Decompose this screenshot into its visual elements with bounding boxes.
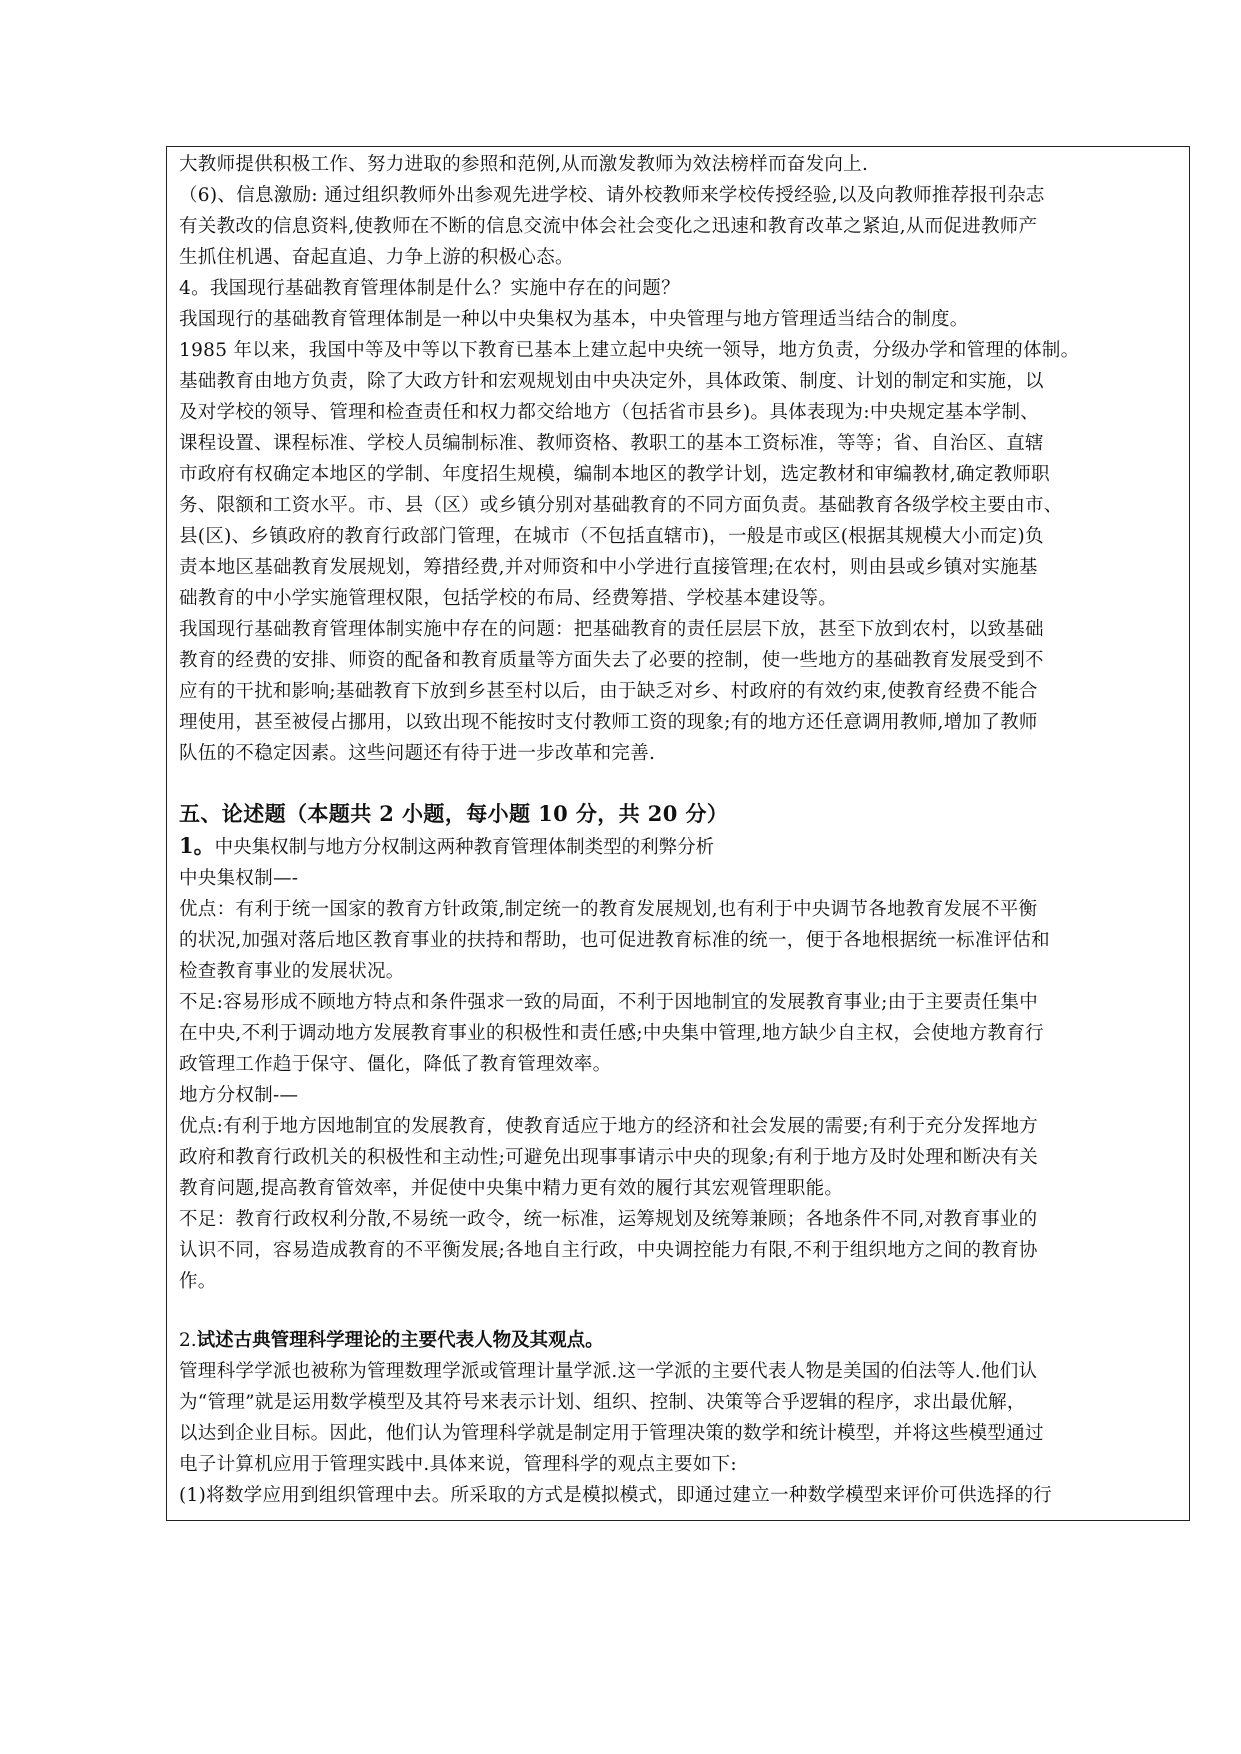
- question-2-heading: [179, 1325, 1179, 1356]
- text-line: 我国现行的基础教育管理体制是一种以中央集权为基本，中央管理与地方管理适当结合的制度。: [179, 309, 969, 330]
- text-line: 我国现行基础教育管理体制实施中存在的问题：把基础教育的责任层层下放，甚至下放到农村，以致基础: [179, 619, 1044, 640]
- text-line: 以达到企业目标。因此，他们认为管理科学就是制定用于管理决策的数学和统计模型，并将这些模型通过: [179, 1423, 1044, 1444]
- text-line: 1985 年以来，我国中等及中等以下教育已基本上建立起中央统一领导，地方负责，分级办学和管理的体制。: [179, 340, 1080, 361]
- text-line: 优点:有利于地方因地制宜的发展教育，使教育适应于地方的经济和社会发展的需要;有利于充分发挥地方: [179, 1116, 1039, 1137]
- text-line: 应有的干扰和影响;基础教育下放到乡甚至村以后，由于缺乏对乡、村政府的有效约束,使教育经费不能合: [179, 681, 1038, 702]
- text-line: 检查教育事业的发展状况。: [179, 961, 405, 982]
- text-line: 管理科学学派也被称为管理数理学派或管理计量学派.这一学派的主要代表人物是美国的伯法等人.他们认: [179, 1361, 1038, 1382]
- text-line: 为“管理”就是运用数学模型及其符号来表示计划、组织、控制、决策等合乎逻辑的程序，求出最优解，: [179, 1392, 1026, 1413]
- text-line: 地方分权制-—: [179, 1085, 299, 1106]
- text-line: 理使用，甚至被侵占挪用，以致出现不能按时支付教师工资的现象;有的地方还任意调用教师,增加了教师: [179, 712, 1038, 733]
- text-line: 的状况,加强对落后地区教育事业的扶持和帮助，也可促进教育标准的统一，便于各地根据统一标准评估和: [179, 930, 1050, 951]
- spacer: [179, 769, 1179, 797]
- text-line: （6)、信息激励: 通过组织教师外出参观先进学校、请外校教师来学校传授经验,以及向教师推荐报刊杂志: [179, 185, 1045, 206]
- text-line: 不足：教育行政权利分散,不易统一政令，统一标准，运筹规划及统筹兼顾；各地条件不同,对教育事业的: [179, 1209, 1038, 1230]
- question-1-heading: [179, 830, 1179, 863]
- text-line: 大教师提供积极工作、努力进取的参照和范例,从而激发教师为效法榜样而奋发向上.: [179, 154, 869, 175]
- text-line: 认识不同，容易造成教育的不平衡发展;各地自主行政，中央调控能力有限,不利于组织地方之间的教育协: [179, 1240, 1038, 1261]
- text-line: (1)将数学应用到组织管理中去。所采取的方式是模拟模式，即通过建立一种数学模型来评价可供选择的行: [179, 1485, 1053, 1506]
- text-line: 在中央,不利于调动地方发展教育事业的积极性和责任感;中央集中管理,地方缺少自主权，会使地方教育行: [179, 1023, 1044, 1044]
- spacer: [179, 1297, 1179, 1325]
- question-title: 中央集权制与地方分权制这两种教育管理体制类型的利弊分析: [214, 837, 715, 858]
- question-number: 2.: [179, 1330, 197, 1351]
- text-line: 政管理工作趋于保守、僵化，降低了教育管理效率。: [179, 1054, 612, 1075]
- text-line: 责本地区基础教育发展规划，筹措经费,并对师资和中小学进行直接管理;在农村，则由县或乡镇对实施基: [179, 557, 1038, 578]
- text-line: 教育的经费的安排、师资的配备和教育质量等方面失去了必要的控制，使一些地方的基础教育发展受到不: [179, 650, 1044, 671]
- question-title: 试述古典管理科学理论的主要代表人物及其观点。: [196, 1330, 604, 1351]
- text-line: 县(区)、乡镇政府的教育行政部门管理，在城市（不包括直辖市)，一般是市或区(根据其规模大小而定)负: [179, 526, 1044, 547]
- text-line: 队伍的不稳定因素。这些问题还有待于进一步改革和完善.: [179, 743, 656, 764]
- text-line: 中央集权制—-: [179, 868, 299, 889]
- section-heading: 五、论述题（本题共 2 小题，每小题 10 分，共 20 分）: [179, 801, 729, 826]
- text-line: 不足:容易形成不顾地方特点和条件强求一致的局面，不利于因地制宜的发展教育事业;由于主要责任集中: [179, 992, 1039, 1013]
- text-line: 务、限额和工资水平。市、县（区）或乡镇分别对基础教育的不同方面负责。基础教育各级学校主要由市、: [179, 495, 1063, 516]
- text-line: 政府和教育行政机关的积极性和主动性;可避免出现事事请示中央的现象;有利于地方及时处理和断决有关: [179, 1147, 1039, 1168]
- text-line: 市政府有权确定本地区的学制、年度招生规模，编制本地区的教学计划，选定教材和审编教材,确定教师职: [179, 464, 1050, 485]
- text-line: 基础教育由地方负责，除了大政方针和宏观规划由中央决定外，具体政策、制度、计划的制定和实施，以: [179, 371, 1044, 392]
- text-line: 有关教改的信息资料,使教师在不断的信息交流中体会社会变化之迅速和教育改革之紧迫,从而促进教师产: [179, 216, 1038, 237]
- text-line: 教育问题,提高教育管效率，并促使中央集中精力更有效的履行其宏观管理职能。: [179, 1178, 844, 1199]
- text-line: 作。: [179, 1271, 217, 1292]
- text-line: 课程设置、课程标准、学校人员编制标准、教师资格、教职工的基本工资标准，等等；省、自治区、直辖: [179, 433, 1044, 454]
- text-line: 电子计算机应用于管理实践中.具体来说，管理科学的观点主要如下:: [179, 1454, 737, 1475]
- document-frame: [166, 146, 1190, 1521]
- text-line: 及对学校的领导、管理和检查责任和权力都交给地方（包括省市县乡)。具体表现为:中央规定基本学制、: [179, 402, 1040, 423]
- question-heading: 4。我国现行基础教育管理体制是什么？实施中存在的问题？: [179, 278, 680, 299]
- text-line: 优点：有利于统一国家的教育方针政策,制定统一的教育发展规划,也有利于中央调节各地教育发展不平衡: [179, 899, 1038, 920]
- question-number: 1。: [179, 833, 215, 858]
- text-line: 生抓住机遇、奋起直追、力争上游的积极心态。: [179, 247, 574, 268]
- text-line: 础教育的中小学实施管理权限，包括学校的布局、经费筹措、学校基本建设等。: [179, 588, 838, 609]
